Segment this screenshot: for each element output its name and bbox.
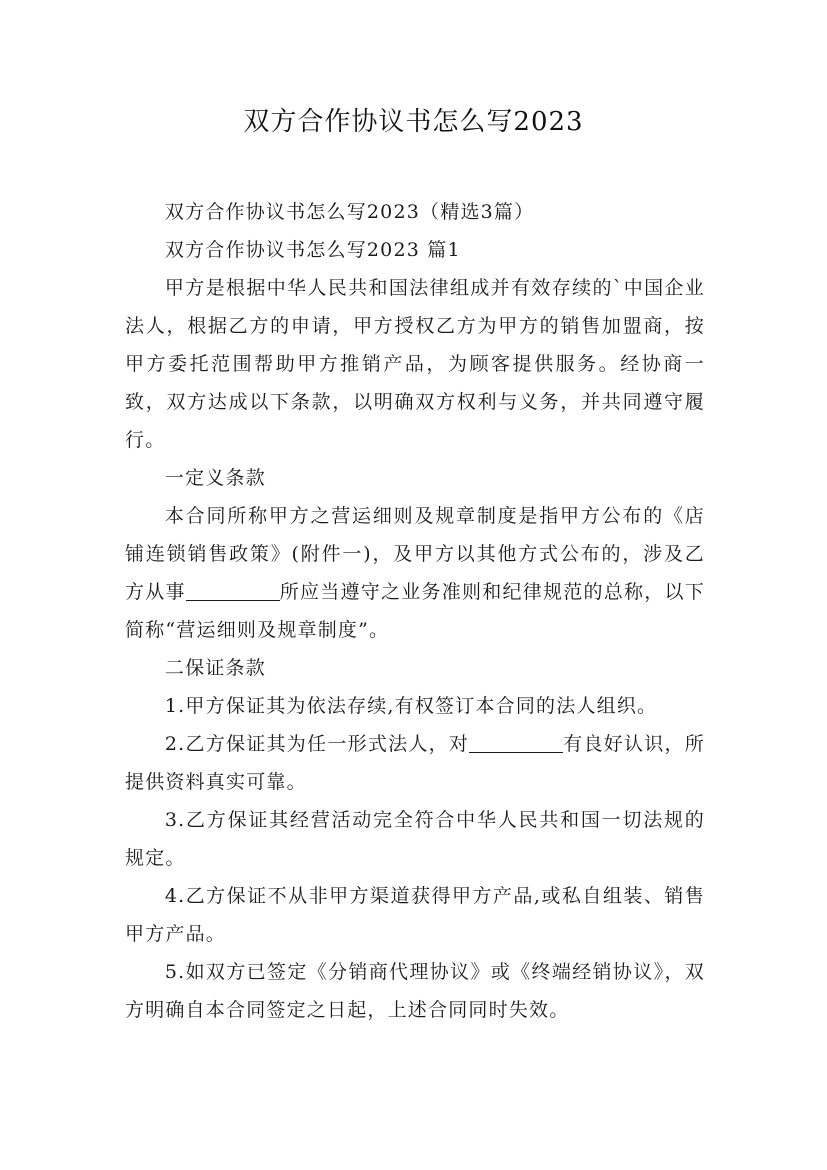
guarantee-item-1: 1.甲方保证其为依法存续,有权签订本合同的法人组织。 [164, 695, 658, 717]
guarantee-item-3: 3.乙方保证其经营活动完全符合中华人民共和国一切法规的规定。 [125, 809, 705, 869]
definitions-text-after: 所应当遵守之业务准则和纪律规范的总称，以下简称“营运细则及规章制度”。 [125, 581, 705, 641]
guarantee-item-4: 4.乙方保证不从非甲方渠道获得甲方产品,或私自组装、销售甲方产品。 [125, 885, 705, 945]
paragraph-section-heading: 双方合作协议书怎么写2023 篇1 [164, 239, 461, 261]
document-body [125, 193, 705, 1029]
guarantee-item-5: 5.如双方已签定《分销商代理协议》或《终端经销协议》，双方明确自本合同签定之日起，上述合同同时失效。 [125, 961, 705, 1021]
definitions-text-before: 本合同所称甲方之营运细则及规章制度是指甲方公布的《店铺连锁销售政策》(附件一)，及甲方以其他方式公布的，涉及乙方从事 [125, 505, 705, 603]
document-title: 双方合作协议书怎么写2023 [243, 107, 584, 137]
guarantee-2-text-after: 有良好认识，所提供资料真实可靠。 [125, 733, 705, 793]
blank-line [469, 733, 563, 753]
paragraph-subtitle: 双方合作协议书怎么写2023（精选3篇） [164, 201, 535, 223]
guarantee-item-2 [125, 725, 705, 801]
blank-line [186, 581, 280, 601]
paragraph-definitions [125, 497, 705, 649]
heading-guarantees: 二保证条款 [164, 657, 266, 679]
heading-definitions: 一定义条款 [164, 467, 266, 489]
guarantee-2-text-before: 2.乙方保证其为任一形式法人，对 [164, 733, 470, 755]
paragraph-preamble: 甲方是根据中华人民共和国法律组成并有效存续的`中国企业法人，根据乙方的申请，甲方授权乙方为甲方的销售加盟商，按甲方委托范围帮助甲方推销产品，为顾客提供服务。经协商一致，双方达成以下条款，以明确双方权利与义务，并共同遵守履行。 [125, 277, 705, 451]
